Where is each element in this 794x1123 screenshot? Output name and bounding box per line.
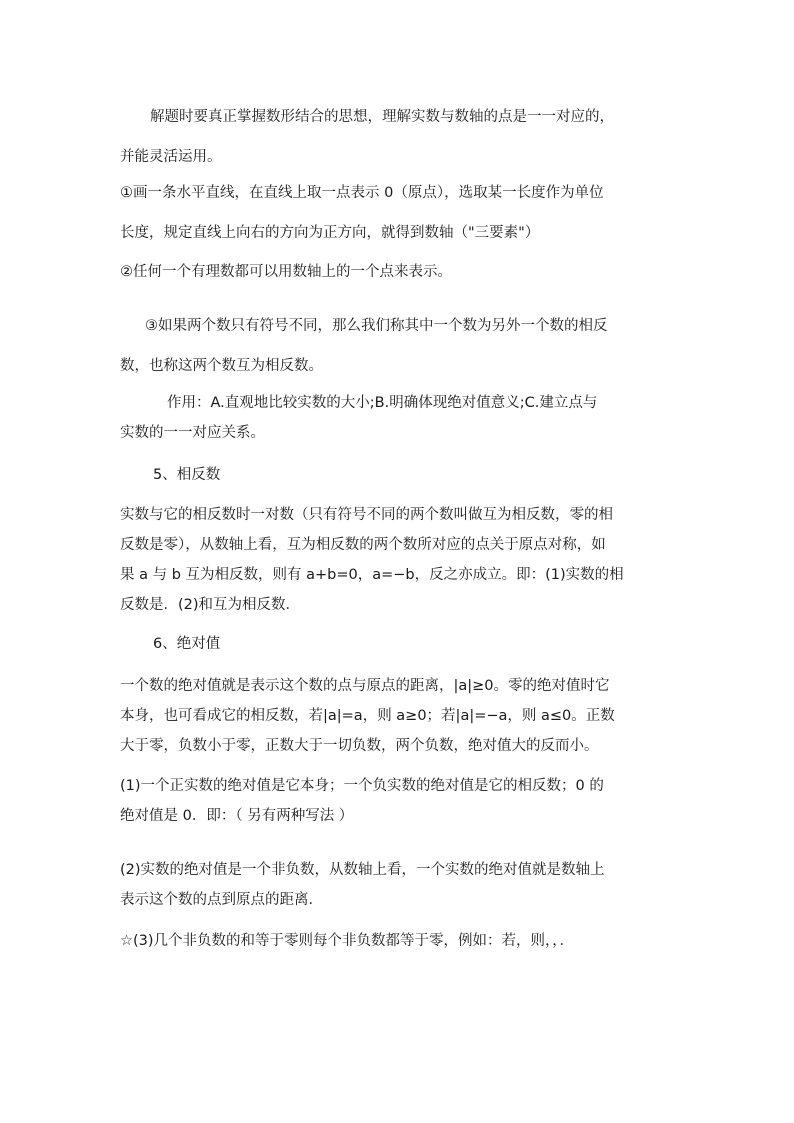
- paragraph-line: 并能灵活运用。: [120, 149, 222, 165]
- paragraph-line: 大于零，负数小于零，正数大于一切负数，两个负数，绝对值大的反而小。: [120, 738, 599, 754]
- opposite-number-paragraph: [120, 500, 668, 620]
- section-heading-absolute: [120, 624, 668, 664]
- absolute-value-item-3: [120, 926, 668, 956]
- usage-paragraph: [120, 388, 668, 448]
- paragraph-line: 绝对值是 0．即：（ 另有两种写法 ）: [120, 808, 354, 824]
- absolute-value-item-2: [120, 855, 668, 915]
- paragraph-line: ①画一条水平直线，在直线上取一点表示 0（原点），选取某一长度作为单位: [120, 185, 604, 201]
- paragraph-line: ③如果两个数只有符号不同，那么我们称其中一个数为另外一个数的相反: [145, 318, 608, 334]
- paragraph-line: 本身，也可看成它的相反数，若|a|=a，则 a≥0；若|a|=−a，则 a≤0。正数: [120, 708, 615, 724]
- paragraph-line: 表示这个数的点到原点的距离．: [120, 892, 323, 908]
- number-line-step-2: [120, 252, 668, 292]
- paragraph-line: 果 a 与 b 互为相反数，则有 a+b=0，a=−b，反之亦成立。即：(1)实数的相: [120, 567, 624, 583]
- paragraph-line: 反数是．(2)和互为相反数．: [120, 597, 301, 613]
- paragraph-line: 数，也称这两个数互为相反数。: [120, 358, 323, 374]
- opposite-number-definition: [120, 306, 668, 386]
- paragraph-line: 一个数的绝对值就是表示这个数的点与原点的距离，|a|≥0。零的绝对值时它: [120, 678, 610, 694]
- paragraph-line: 实数与它的相反数时一对数（只有符号不同的两个数叫做互为相反数，零的相: [120, 507, 613, 523]
- absolute-value-paragraph: [120, 671, 668, 761]
- paragraph-line: 作用：A.直观地比较实数的大小;B.明确体现绝对值意义;C.建立点与: [167, 395, 598, 411]
- intro-paragraph: [120, 97, 668, 177]
- paragraph-line: 实数的一一对应关系。: [120, 425, 265, 441]
- paragraph-line: ☆(3)几个非负数的和等于零则每个非负数都等于零，例如：若，则，，．: [120, 933, 575, 949]
- paragraph-line: (2)实数的绝对值是一个非负数，从数轴上看，一个实数的绝对值就是数轴上: [120, 862, 605, 878]
- section-heading: 6、绝对值: [153, 636, 221, 652]
- paragraph-line: 反数是零），从数轴上看，互为相反数的两个数所对应的点关于原点对称，如: [120, 537, 606, 553]
- paragraph-line: ②任何一个有理数都可以用数轴上的一个点来表示。: [120, 264, 452, 280]
- paragraph-line: 解题时要真正掌握数形结合的思想，理解实数与数轴的点是一一对应的，: [150, 109, 614, 125]
- section-heading-opposite: [120, 455, 668, 495]
- absolute-value-item-1: [120, 771, 668, 831]
- section-heading: 5、相反数: [153, 467, 221, 483]
- number-line-step-1: [120, 173, 668, 253]
- paragraph-line: (1)一个正实数的绝对值是它本身；一个负实数的绝对值是它的相反数；0 的: [120, 778, 604, 794]
- paragraph-line: 长度，规定直线上向右的方向为正方向，就得到数轴（"三要素"）: [120, 225, 540, 241]
